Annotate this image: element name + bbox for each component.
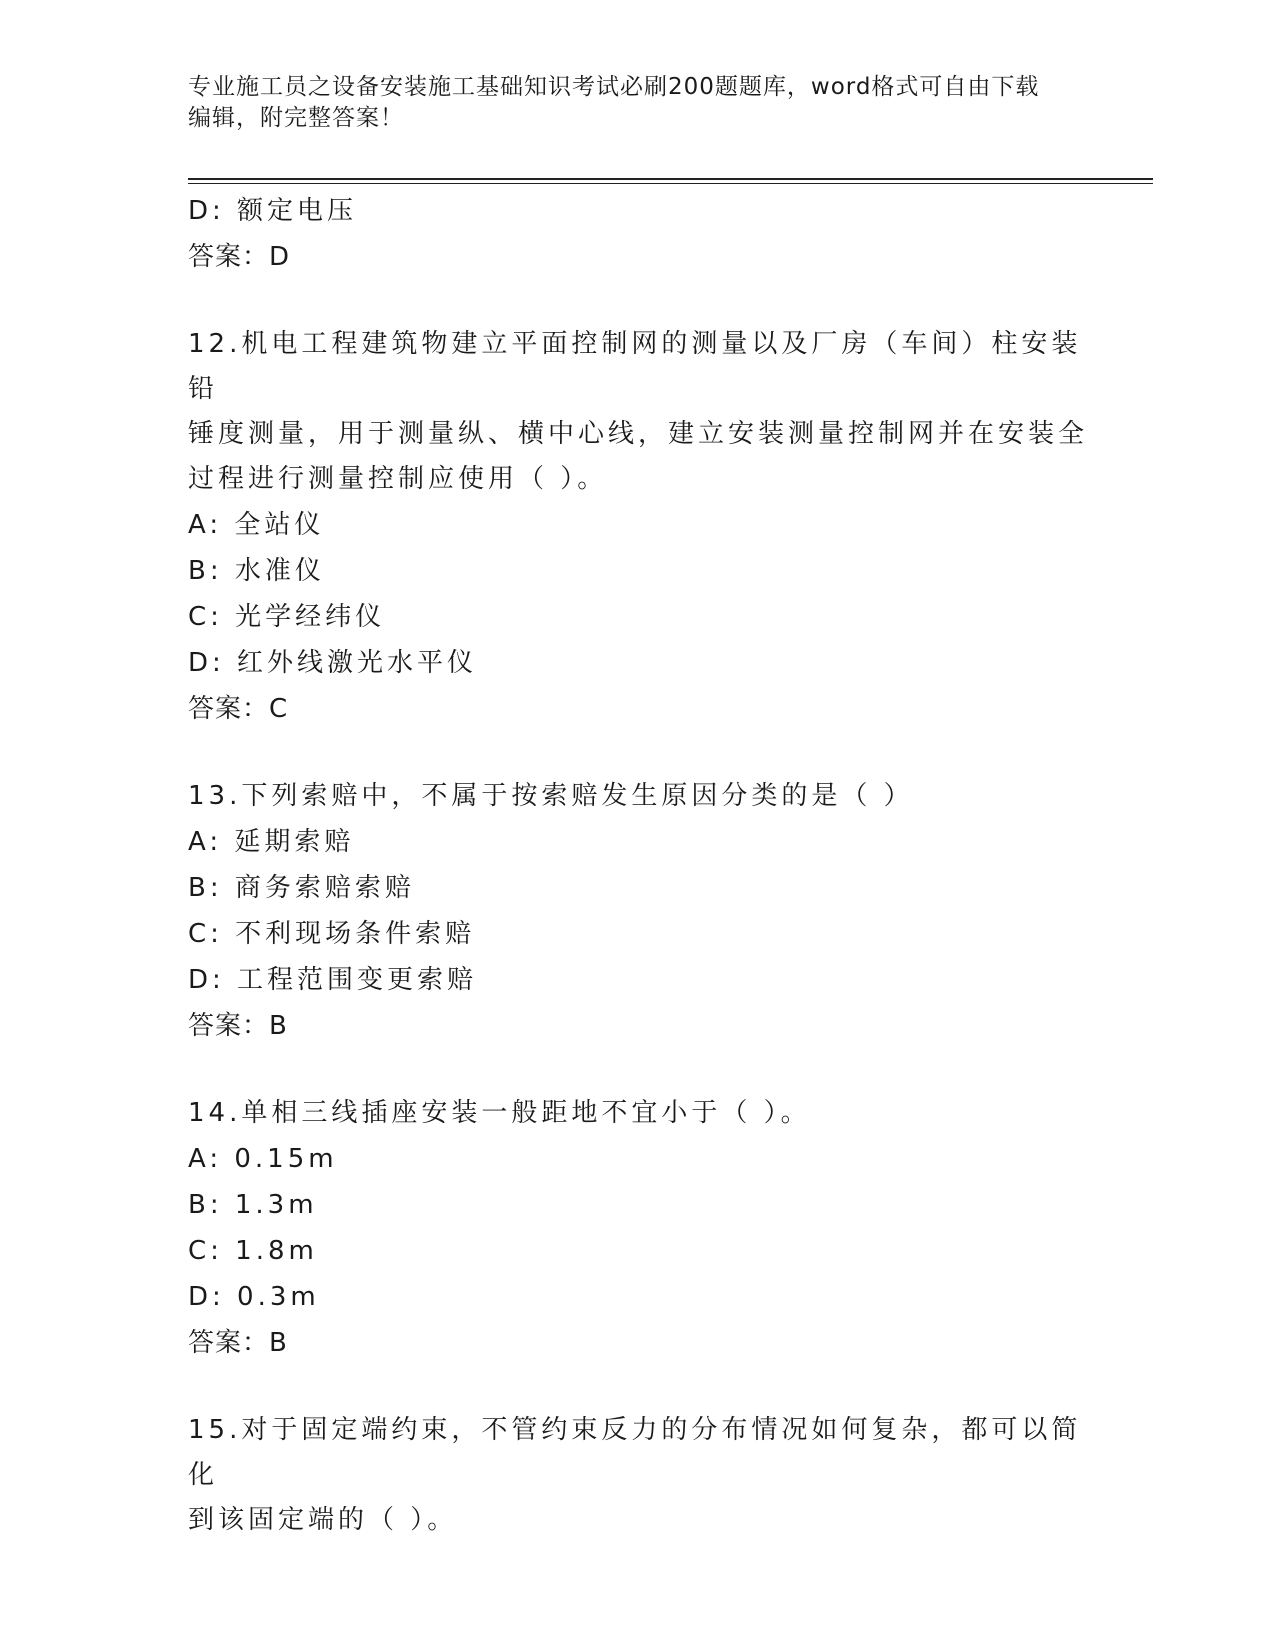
q14-stem: 14.单相三线插座安装一般距地不宜小于（ ）。 (188, 1098, 811, 1128)
q14-answer: 答案：B (188, 1328, 288, 1358)
question-13 (188, 774, 1088, 1049)
q13-answer: 答案：B (188, 1011, 288, 1041)
document-header (188, 72, 1088, 134)
q13-option-c: C: 不利现场条件索赔 (188, 919, 476, 949)
q15-stem-line-2: 到该固定端的（ ）。 (188, 1505, 458, 1535)
header-title-line-1: 专业施工员之设备安装施工基础知识考试必刷200题题库，word格式可自由下载 (188, 74, 1040, 100)
question-14 (188, 1091, 1088, 1366)
q14-option-b: B: 1.3m (188, 1190, 318, 1220)
question-list (188, 188, 1088, 1543)
q12-option-d: D: 红外线激光水平仪 (188, 648, 478, 678)
q12-option-a: A: 全站仪 (188, 510, 325, 540)
q13-stem: 13.下列索赔中，不属于按索赔发生原因分类的是（ ） (188, 781, 914, 811)
q14-option-d: D: 0.3m (188, 1282, 320, 1312)
q11-option-d: D: 额定电压 (188, 196, 358, 226)
q12-stem-line-3: 过程进行测量控制应使用（ ）。 (188, 464, 608, 494)
question-12 (188, 322, 1088, 732)
q15-stem-line-1: 15.对于固定端约束，不管约束反力的分布情况如何复杂，都可以简化 (188, 1415, 1082, 1490)
q12-option-b: B: 水准仪 (188, 556, 325, 586)
header-title-line-2: 编辑，附完整答案！ (188, 105, 404, 131)
q13-option-b: B: 商务索赔索赔 (188, 873, 415, 903)
q12-answer: 答案：C (188, 694, 289, 724)
question-11 (188, 188, 1088, 280)
q14-option-a: A: 0.15m (188, 1144, 338, 1174)
q12-stem-line-2: 锤度测量，用于测量纵、横中心线，建立安装测量控制网并在安装全 (188, 419, 1089, 449)
q12-stem-line-1: 12.机电工程建筑物建立平面控制网的测量以及厂房（车间）柱安装铅 (188, 329, 1082, 404)
header-divider-thin (188, 183, 1153, 184)
q13-option-a: A: 延期索赔 (188, 827, 355, 857)
q13-option-d: D: 工程范围变更索赔 (188, 965, 478, 995)
q14-option-c: C: 1.8m (188, 1236, 318, 1266)
question-15 (188, 1408, 1088, 1543)
header-divider-thick (188, 178, 1153, 180)
q11-answer: 答案：D (188, 242, 291, 272)
q12-option-c: C: 光学经纬仪 (188, 602, 386, 632)
